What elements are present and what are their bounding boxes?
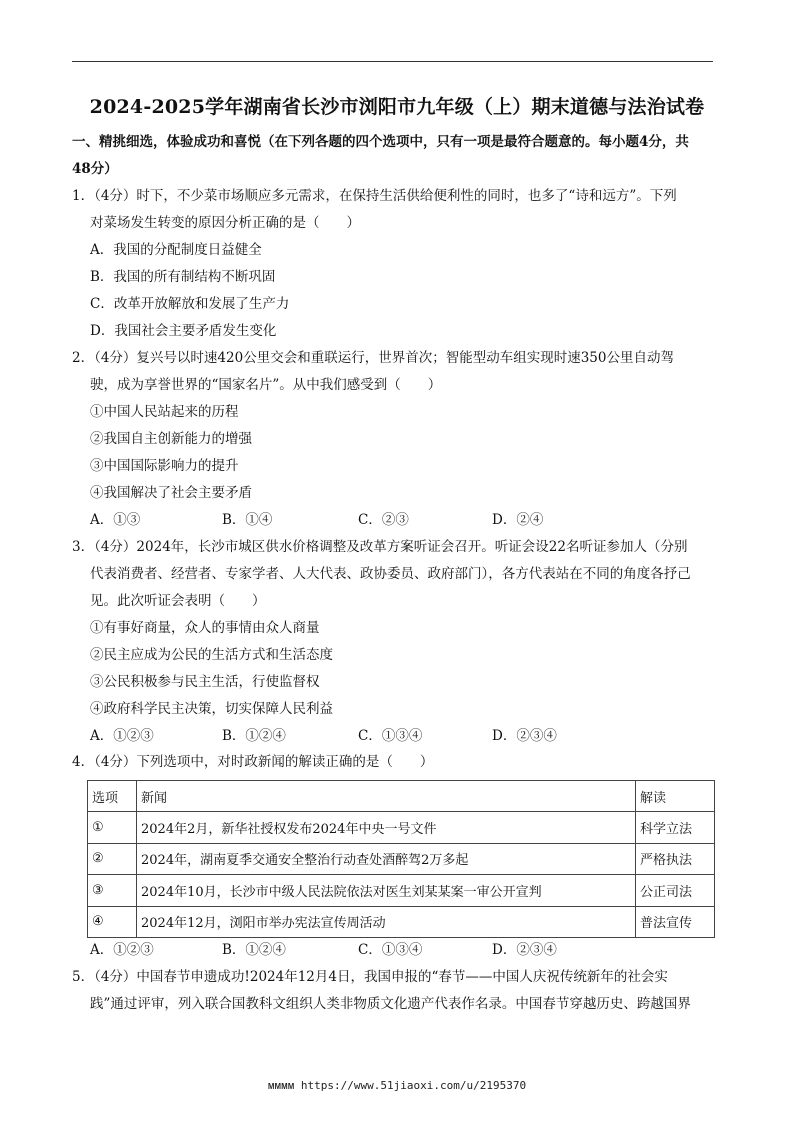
table-cell-option: ② [88,843,137,874]
question-2-item-3: ③中国国际影响力的提升 [90,458,239,474]
page-title: 2024-2025学年湖南省长沙市浏阳市九年级（上）期末道德与法治试卷 [89,96,705,118]
question-2-choice-d: D．②④ [492,512,544,528]
footer-url: ᴍᴍᴍᴍ https://www.51jiaoxi.com/u/2195370 [267,1079,527,1092]
question-1-option-a: A．我国的分配制度日益健全 [90,242,262,258]
question-3-choice-b: B．①②④ [222,728,286,744]
table-row [88,843,715,874]
question-2-item-1: ①中国人民站起来的历程 [90,404,239,420]
question-2-choice-c: C．②③ [358,512,409,528]
section-heading-cont: 48分） [72,161,118,177]
table-row [88,875,715,906]
table-row [88,812,715,843]
question-4-choice-b: B．①②④ [222,942,286,958]
section-heading: 一、精挑细选，体验成功和喜悦（在下列各题的四个选项中，只有一项是最符合题意的。每小题4分，共 [72,134,689,150]
question-3-item-1: ①有事好商量，众人的事情由众人商量 [90,620,320,636]
table-cell-option: ① [88,812,137,843]
table-header-row [88,781,715,812]
question-4-stem: 4．（4分）下列选项中，对时政新闻的解读正确的是（ ） [72,754,434,770]
question-2-item-4: ④我国解决了社会主要矛盾 [90,485,252,501]
question-3-choice-c: C．①③④ [358,728,423,744]
question-3-choice-d: D．②③④ [492,728,557,744]
question-1-stem-cont: 对菜场发生转变的原因分析正确的是（ ） [90,215,360,231]
table-cell-option: ④ [88,906,137,937]
table-cell-interpretation: 严格执法 [636,843,715,874]
question-3-stem: 3．（4分）2024年，长沙市城区供水价格调整及改革方案听证会召开。听证会设22名听证参加人（分别 [72,539,688,555]
question-1-option-b: B．我国的所有制结构不断巩固 [90,269,276,285]
question-3-choice-a: A．①②③ [90,728,154,744]
question-1-stem: 1．（4分）时下，不少菜市场顺应多元需求，在保持生活供给便利性的同时，也多了“诗和远方”。下列 [72,188,677,204]
table-cell-interpretation: 普法宣传 [636,906,715,937]
table-cell-news: 2024年10月，长沙市中级人民法院依法对医生刘某某案一审公开宣判 [137,875,636,906]
question-3-item-3: ③公民积极参与民主生活，行使监督权 [90,674,320,690]
question-4-choice-c: C．①③④ [358,942,423,958]
question-5-stem: 5．（4分）中国春节申遗成功!2024年12月4日，我国申报的“春节——中国人庆祝传统新年的社会实 [72,969,668,985]
table-cell-news: 2024年2月，新华社授权发布2024年中央一号文件 [137,812,636,843]
table-row [88,906,715,937]
question-2-choice-b: B．①④ [222,512,273,528]
question-2-stem: 2．（4分）复兴号以时速420公里交会和重联运行，世界首次；智能型动车组实现时速350公里自动驾 [72,350,674,366]
question-4-choice-a: A．①②③ [90,942,154,958]
question-1-option-c: C．改革开放解放和发展了生产力 [90,296,290,312]
question-3-stem-cont-2: 见。此次听证会表明（ ） [90,593,266,609]
table-header: 选项 [88,781,137,812]
news-table [87,780,715,938]
table-header: 新闻 [137,781,636,812]
question-3-item-2: ②民主应成为公民的生活方式和生活态度 [90,647,333,663]
table-cell-option: ③ [88,875,137,906]
table-cell-news: 2024年，湖南夏季交通安全整治行动查处酒醉驾2万多起 [137,843,636,874]
question-2-choice-a: A．①③ [90,512,141,528]
table-cell-interpretation: 科学立法 [636,812,715,843]
question-2-item-2: ②我国自主创新能力的增强 [90,431,252,447]
table-cell-news: 2024年12月，浏阳市举办宪法宣传周活动 [137,906,636,937]
header-rule [72,61,713,62]
table-cell-interpretation: 公正司法 [636,875,715,906]
table-header: 解读 [636,781,715,812]
question-2-stem-cont: 驶，成为享誉世界的“国家名片”。从中我们感受到（ ） [90,377,442,393]
question-4-choice-d: D．②③④ [492,942,557,958]
question-3-item-4: ④政府科学民主决策，切实保障人民利益 [90,701,333,717]
question-3-stem-cont: 代表消费者、经营者、专家学者、人大代表、政协委员、政府部门），各方代表站在不同的角度各抒己 [90,566,691,582]
question-5-stem-cont: 践”通过评审，列入联合国教科文组织人类非物质文化遗产代表作名录。中国春节穿越历史、跨越国界 [90,996,691,1012]
question-1-option-d: D．我国社会主要矛盾发生变化 [90,323,277,339]
